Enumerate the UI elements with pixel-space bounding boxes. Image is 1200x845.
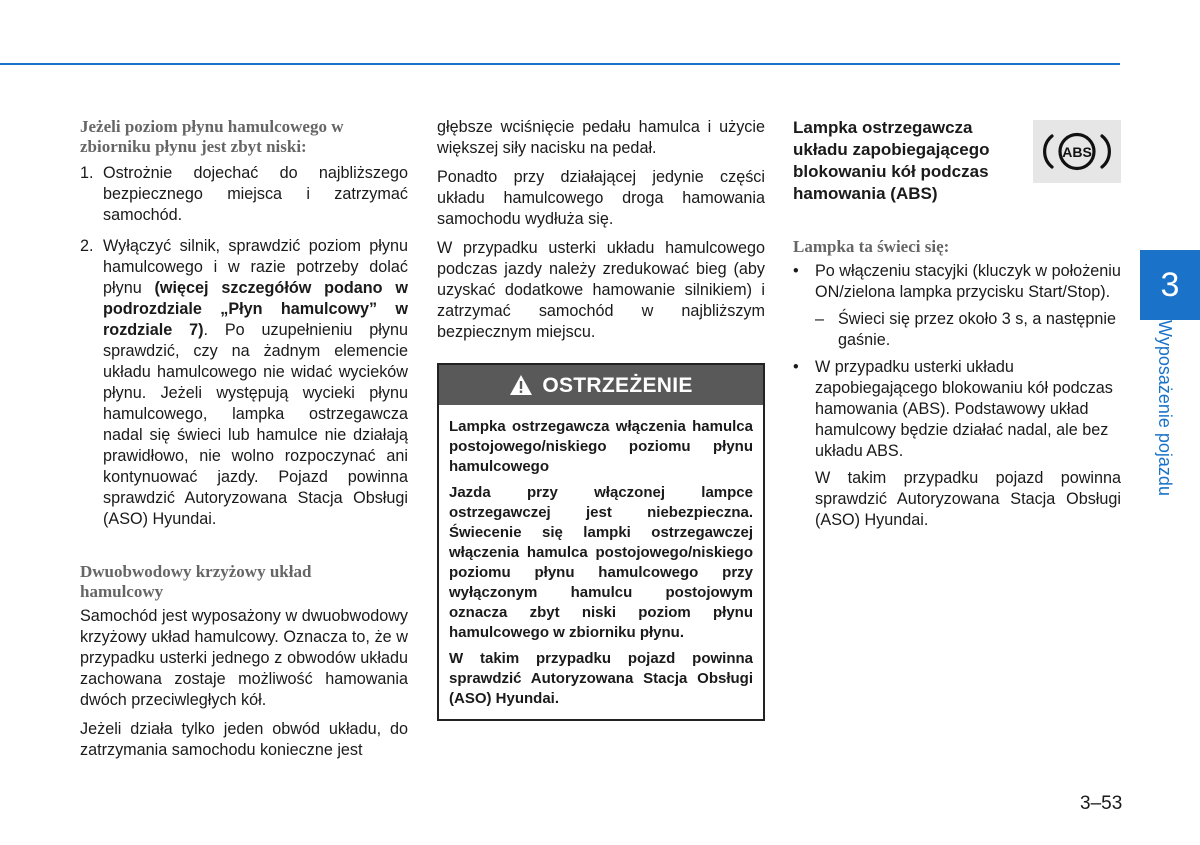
- list-item: [793, 261, 1121, 303]
- paragraph: W przypadku usterki układu hamulcowego podczas jazdy należy zredukować bieg (aby uzyskać dodatkowe hamowanie silnikiem) i zatrzymać samochód w najbliższym bezpiecznym miejscu.: [437, 239, 765, 341]
- warning-body: [439, 405, 763, 719]
- steps-list: [80, 163, 408, 530]
- list-number: 2.: [80, 237, 94, 255]
- dash-mark: –: [815, 310, 825, 328]
- page-number: 3–53: [1080, 793, 1123, 814]
- section-heading-low-fluid: Jeżeli poziom płynu hamulcowego w zbiorniku płynu jest zbyt niski:: [80, 117, 344, 156]
- warning-text: W takim przypadku pojazd powinna sprawdzić Autoryzowana Stacja Obsługi (ASO) Hyundai.: [449, 650, 753, 707]
- list-item-text: W przypadku usterki układu zapobiegającego blokowaniu kół podczas hamowania (ABS). Podstawowy układ hamulcowy będzie działać nadal, ale bez układu ABS.: [815, 358, 1113, 460]
- list-item-continuation: W takim przypadku pojazd powinna sprawdzić Autoryzowana Stacja Obsługi (ASO) Hyundai.: [815, 469, 1121, 529]
- bullet-dot: •: [793, 262, 799, 280]
- abs-icon-label: ABS: [1062, 144, 1092, 160]
- column-1: [80, 117, 408, 761]
- warning-subject: Lampka ostrzegawcza włączenia hamulca postojowego/niskiego poziomu płynu hamulcowego: [449, 418, 753, 475]
- list-item-text: Ostrożnie dojechać do najbliższego bezpiecznego miejsca i zatrzymać samochód.: [103, 164, 408, 224]
- chapter-title: Wyposażenie pojazdu: [1155, 320, 1175, 496]
- bullet-dot: •: [793, 358, 799, 376]
- warning-title: OSTRZEŻENIE: [542, 373, 693, 397]
- cross-reference: (więcej szczegółów podano w podrozdziale „Płyn hamulcowy” w rozdziale 7): [103, 279, 408, 339]
- warning-triangle-icon: [509, 374, 533, 396]
- list-item: [793, 357, 1121, 531]
- paragraph: Jeżeli działa tylko jeden obwód układu, do zatrzymania samochodu konieczne jest: [80, 720, 408, 759]
- list-item: [80, 163, 408, 226]
- warning-header: [439, 365, 763, 405]
- warning-text: Jazda przy włączonej lampce ostrzegawczej jest niebezpieczna. Świecenie się lampki ostrzegawczej włączenia hamulca postojowego/niskiego poziomu płynu hamulcowego przy wyłączonym hamulcu postojowym oznacza zbyt niski poziom płynu hamulcowego w zbiorniku płynu.: [449, 484, 753, 641]
- list-subitem: [793, 309, 1121, 351]
- abs-heading: Lampka ostrzegawcza układu zapobiegającego blokowaniu kół podczas hamowania (ABS): [793, 118, 990, 203]
- chapter-tab: [1140, 250, 1200, 320]
- warning-box: [437, 363, 765, 721]
- section-heading-dual-circuit: Dwuobwodowy krzyżowy układ hamulcowy: [80, 562, 312, 601]
- paragraph: głębsze wciśnięcie pedału hamulca i użycie większej siły nacisku na pedał.: [437, 118, 765, 157]
- abs-subheading: Lampka ta świeci się:: [793, 237, 950, 256]
- top-rule: [0, 63, 1120, 65]
- list-item-text: Wyłączyć silnik, sprawdzić poziom płynu hamulcowego i w razie potrzeby dolać płynu: [103, 237, 408, 297]
- list-item-text: . Po uzupełnieniu płynu sprawdzić, czy na żadnym elemencie układu hamulcowego nie widać wycieków płynu. Jeżeli występują wycieki płynu hamulcowego, lampka ostrzegawcza nadal się świeci lub hamulce nie działają prawidłowo, nie wolno rozpoczynać ani kontynuować jazdy. Pojazd powinna sprawdzić Autoryzowana Stacja Obsługi (ASO) Hyundai.: [103, 321, 408, 528]
- list-item-text: Świeci się przez około 3 s, a następnie gaśnie.: [838, 310, 1117, 349]
- column-2: [437, 117, 765, 721]
- paragraph: Samochód jest wyposażony w dwuobwodowy krzyżowy układ hamulcowy. Oznacza to, że w przypadku usterki jednego z obwodów układu zachowana zostaje możliwość hamowania dwóch przeciwległych kół.: [80, 607, 408, 709]
- list-item-text: Po włączeniu stacyjki (kluczyk w położeniu ON/zielona lampka przycisku Start/Stop).: [815, 262, 1121, 301]
- list-item: [80, 236, 408, 530]
- list-number: 1.: [80, 164, 94, 182]
- chapter-number: 3: [1160, 265, 1180, 304]
- paragraph: Ponadto przy działającej jedynie części układu hamulcowego droga hamowania samochodu wydłuża się.: [437, 168, 765, 228]
- abs-bullets: [793, 261, 1121, 531]
- column-3: [793, 117, 1121, 531]
